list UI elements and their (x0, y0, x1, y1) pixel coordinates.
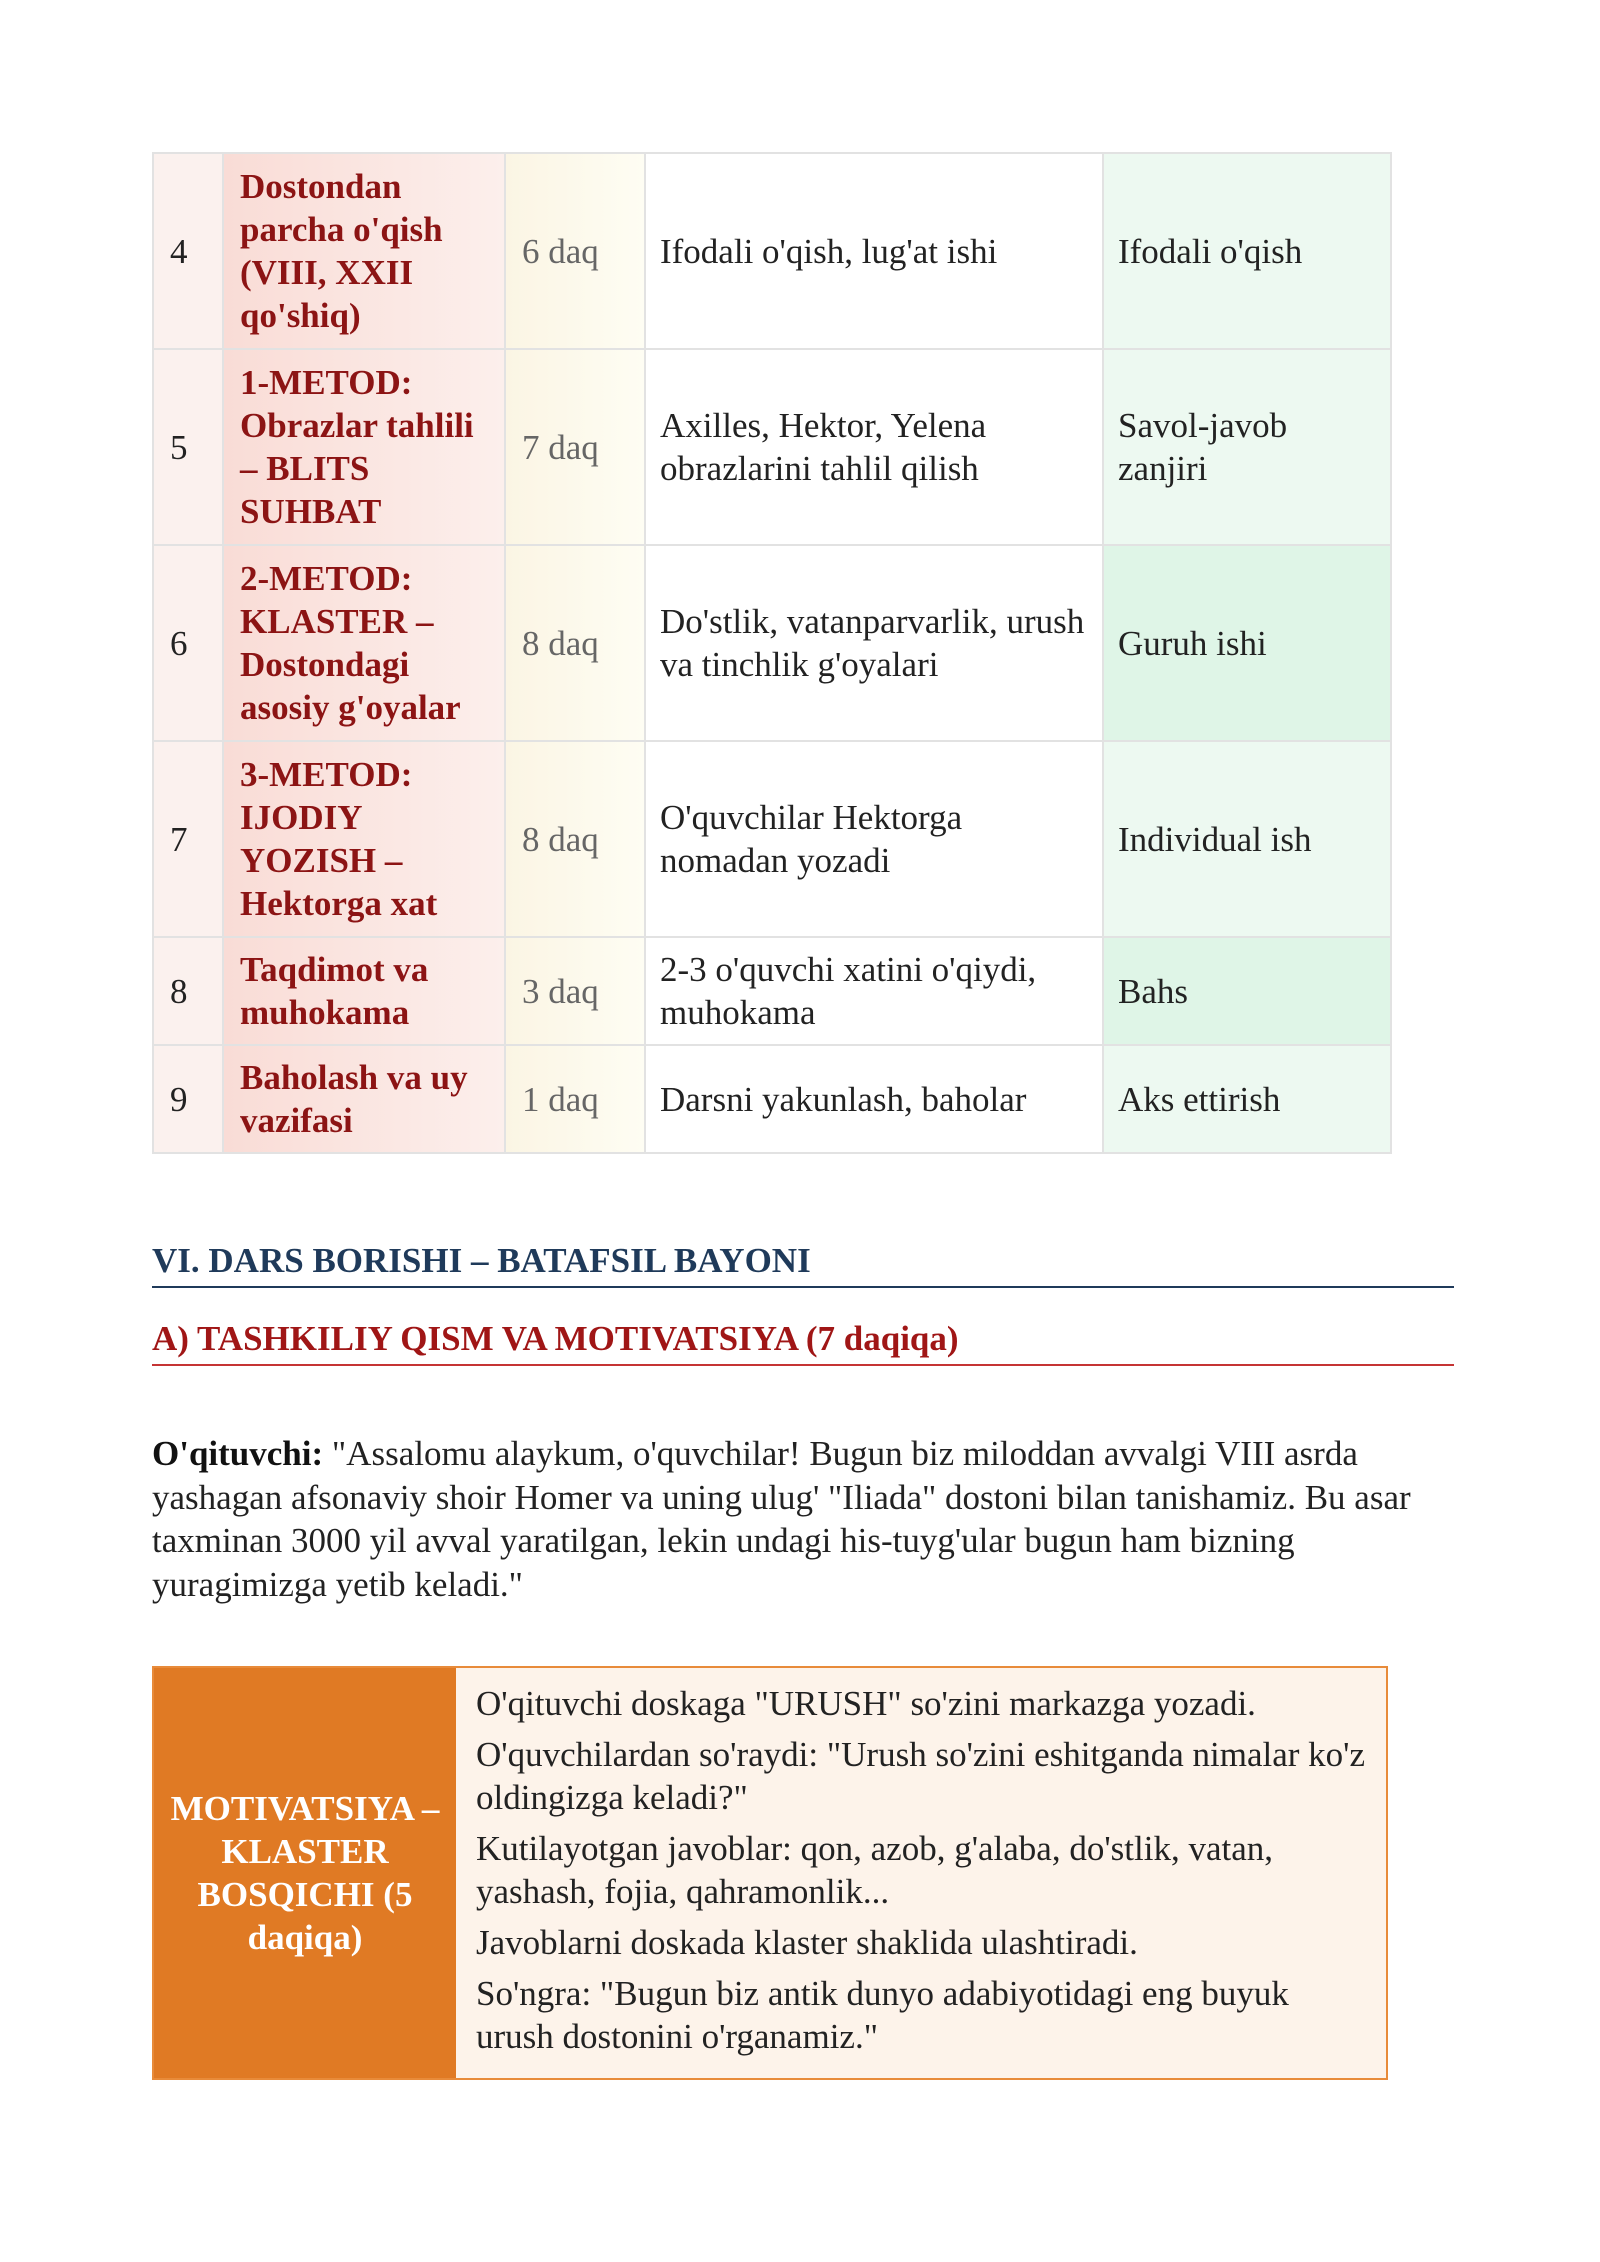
row-number: 9 (153, 1045, 223, 1153)
table-row (153, 349, 1391, 545)
stage-name: 1-METOD: Obrazlar tahlili – BLITS SUHBAT (223, 349, 505, 545)
stage-duration: 7 daq (505, 349, 645, 545)
motivation-box (152, 1666, 1388, 2080)
stage-activity: 2-3 o'quvchi xatini o'qiydi, muhokama (645, 937, 1103, 1045)
stage-duration: 8 daq (505, 545, 645, 741)
row-number: 8 (153, 937, 223, 1045)
motivation-line: O'qituvchi doskaga "URUSH" so'zini markazga yozadi. (476, 1684, 1256, 1723)
stage-form: Guruh ishi (1103, 545, 1391, 741)
stage-activity: Darsni yakunlash, baholar (645, 1045, 1103, 1153)
stage-form: Aks ettirish (1103, 1045, 1391, 1153)
stage-name: Dostondan parcha o'qish (VIII, XXII qo'shiq) (223, 153, 505, 349)
table-row (153, 937, 1391, 1045)
speaker-label: O'qituvchi: (152, 1434, 324, 1473)
row-number: 4 (153, 153, 223, 349)
stage-name: 3-METOD: IJODIY YOZISH – Hektorga xat (223, 741, 505, 937)
paragraph-text: "Assalomu alaykum, o'quvchilar! Bugun biz miloddan avvalgi VIII asrda yashagan afsonaviy shoir Homer va uning ulug' "Iliada" dostoni bilan tanishamiz. Bu asar taxminan 3000 yil avval yaratilgan, lekin undagi his-tuyg'ular bugun ham bizning yuragimizga yetib keladi." (152, 1434, 1411, 1604)
stage-activity: Axilles, Hektor, Yelena obrazlarini tahlil qilish (645, 349, 1103, 545)
stage-activity: Ifodali o'qish, lug'at ishi (645, 153, 1103, 349)
table-row (153, 545, 1391, 741)
stage-form: Individual ish (1103, 741, 1391, 937)
stage-duration: 8 daq (505, 741, 645, 937)
teacher-paragraph (152, 1432, 1454, 1606)
stage-duration: 1 daq (505, 1045, 645, 1153)
motivation-line: O'quvchilardan so'raydi: "Urush so'zini eshitganda nimalar ko'z oldingizga keladi?" (476, 1735, 1366, 1817)
stage-form: Ifodali o'qish (1103, 153, 1391, 349)
row-number: 7 (153, 741, 223, 937)
section-heading: VI. DARS BORISHI – BATAFSIL BAYONI (152, 1240, 1454, 1288)
stage-name: Baholash va uy vazifasi (223, 1045, 505, 1153)
subsection-heading: A) TASHKILIY QISM VA MOTIVATSIYA (7 daqiqa) (152, 1318, 1454, 1366)
row-number: 6 (153, 545, 223, 741)
lesson-plan-table (152, 152, 1392, 1154)
motivation-line: So'ngra: "Bugun biz antik dunyo adabiyotidagi eng buyuk urush dostonini o'rganamiz." (476, 1974, 1289, 2056)
stage-name: Taqdimot va muhokama (223, 937, 505, 1045)
motivation-content (456, 1668, 1386, 2078)
motivation-line: Kutilayotgan javoblar: qon, azob, g'alaba, do'stlik, vatan, yashash, fojia, qahramonlik... (476, 1829, 1273, 1911)
stage-duration: 6 daq (505, 153, 645, 349)
stage-form: Bahs (1103, 937, 1391, 1045)
stage-activity: Do'stlik, vatanparvarlik, urush va tinchlik g'oyalari (645, 545, 1103, 741)
table-row (153, 153, 1391, 349)
table-row (153, 741, 1391, 937)
stage-name: 2-METOD: KLASTER – Dostondagi asosiy g'oyalar (223, 545, 505, 741)
stage-form: Savol-javob zanjiri (1103, 349, 1391, 545)
motivation-line: Javoblarni doskada klaster shaklida ulashtiradi. (476, 1923, 1138, 1962)
row-number: 5 (153, 349, 223, 545)
stage-duration: 3 daq (505, 937, 645, 1045)
motivation-label: MOTIVATSIYA – KLASTER BOSQICHI (5 daqiqa) (154, 1668, 456, 2078)
stage-activity: O'quvchilar Hektorga nomadan yozadi (645, 741, 1103, 937)
table-row (153, 1045, 1391, 1153)
